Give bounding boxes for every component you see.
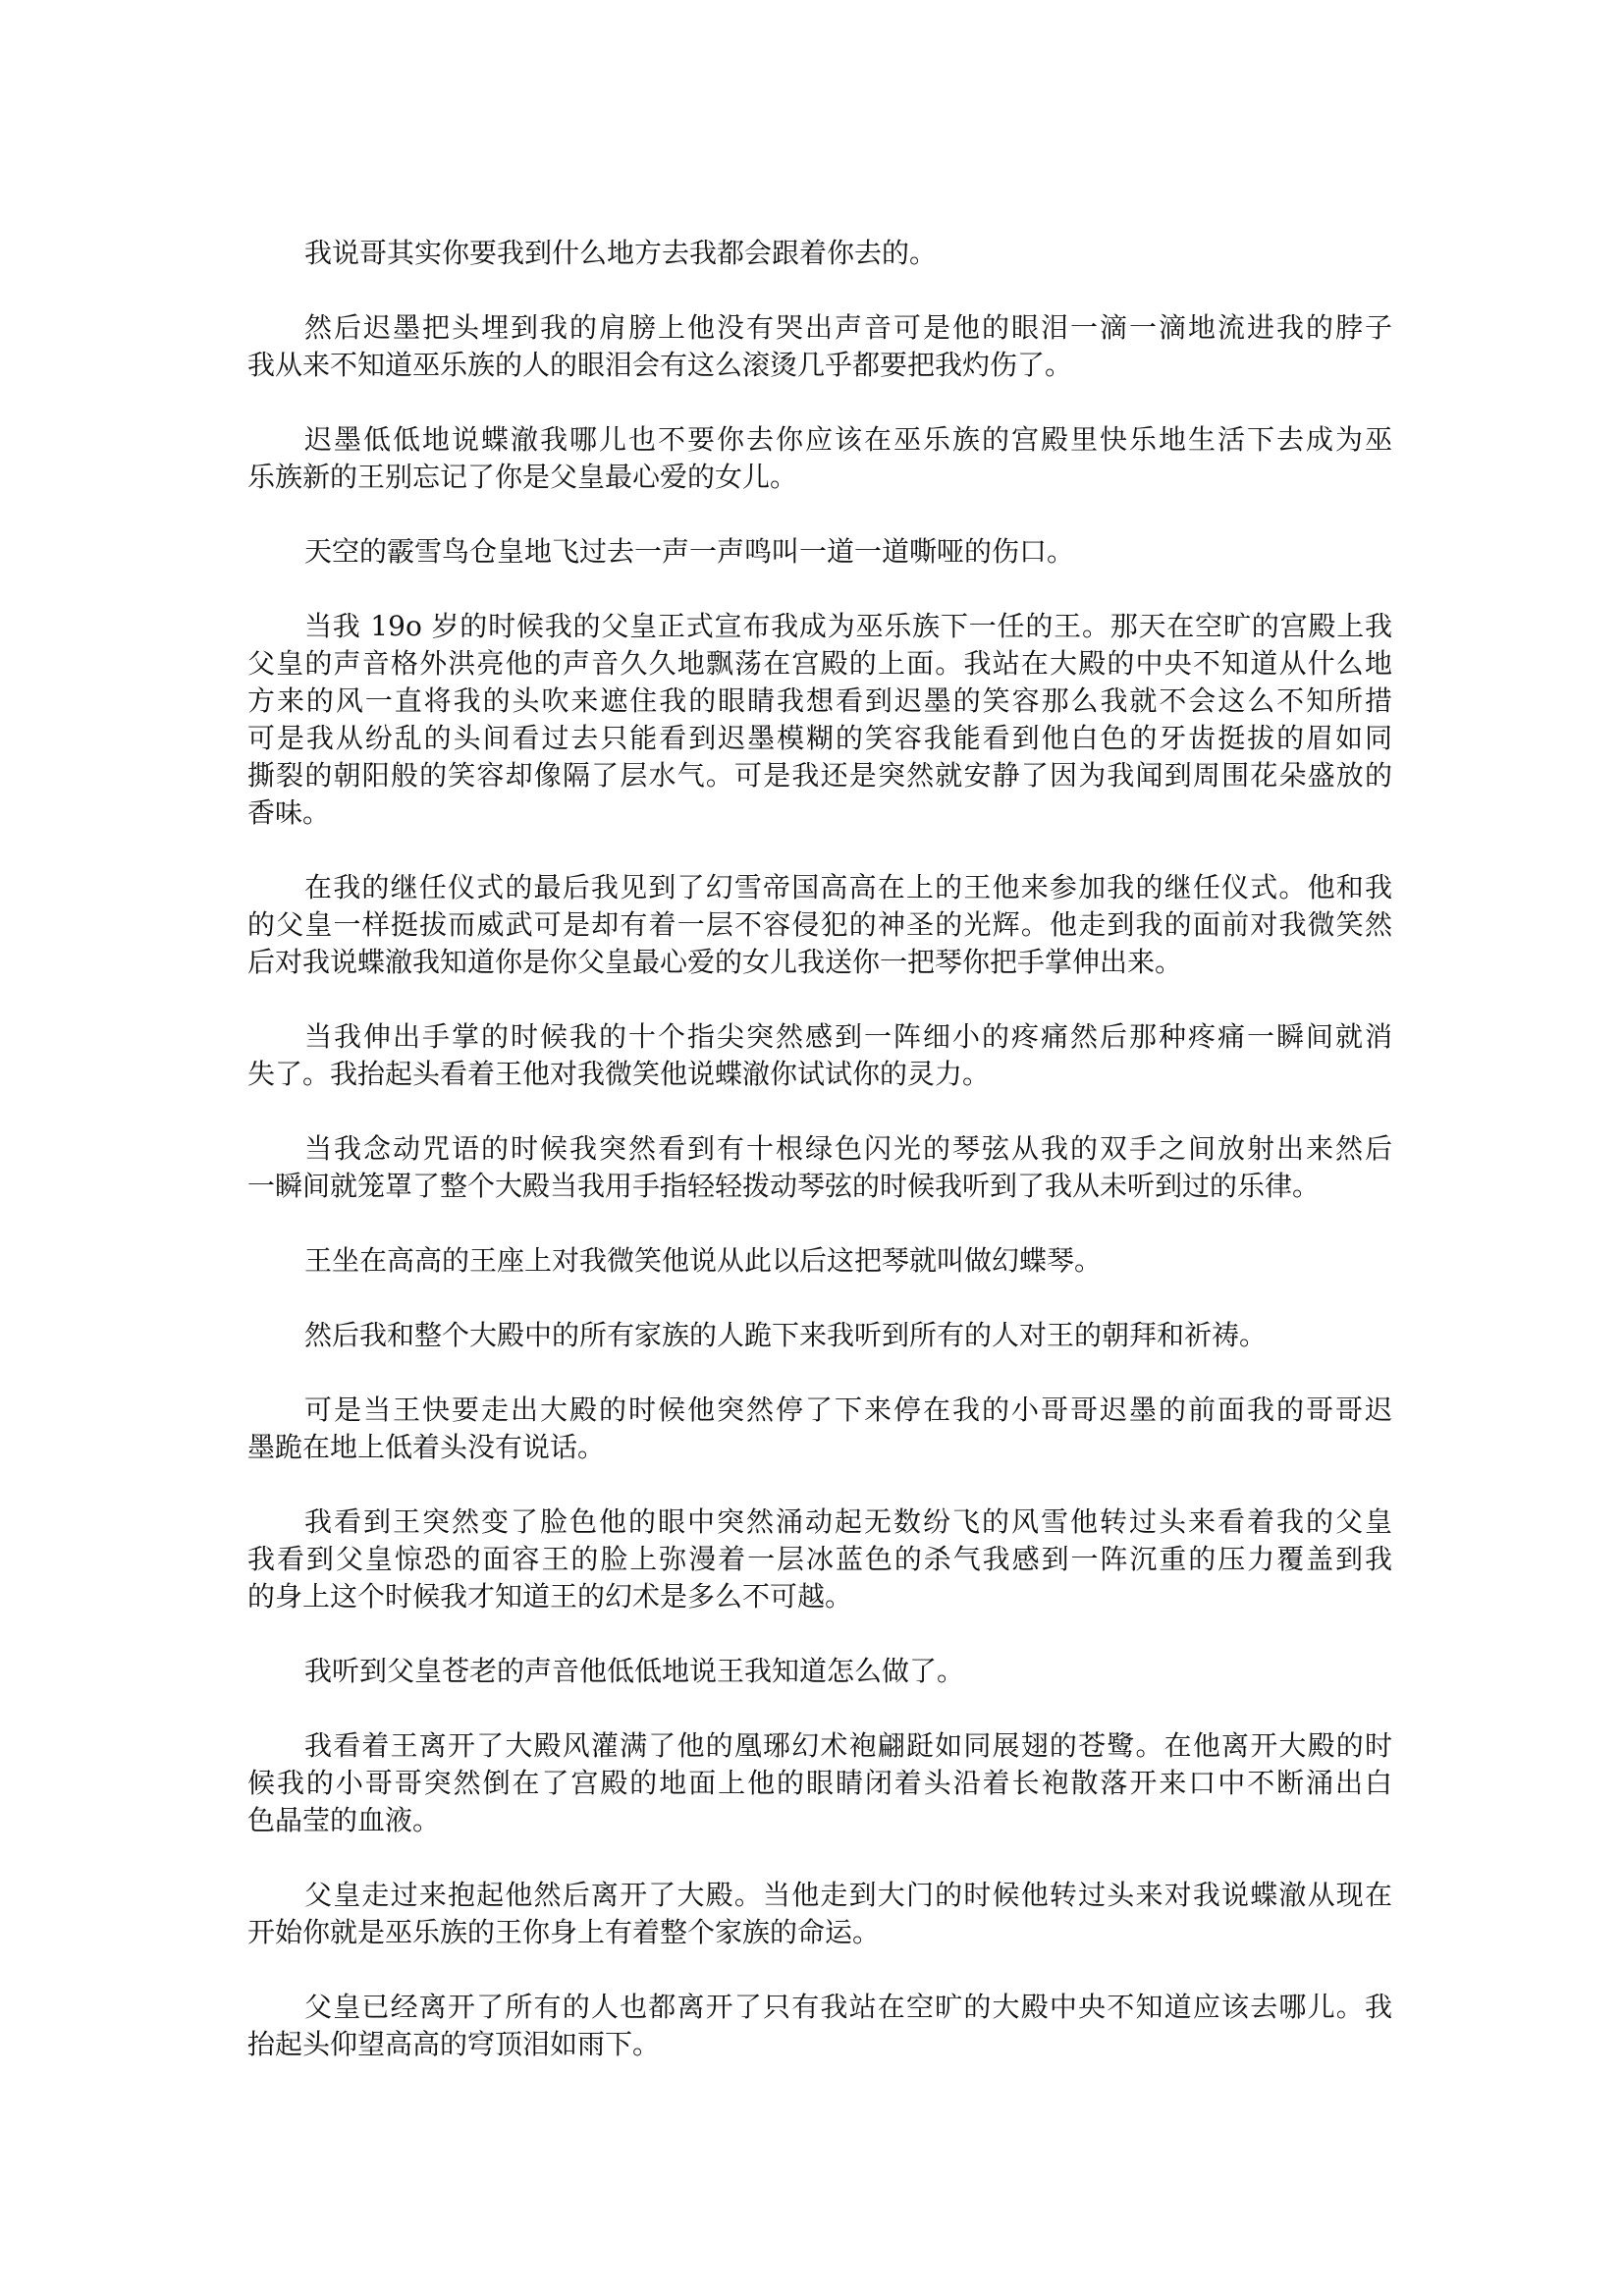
text-line: 一瞬间就笼罩了整个大殿当我用手指轻轻拨动琴弦的时候我听到了我从未听到过的乐律。 <box>247 1170 1321 1202</box>
text-line: 我从来不知道巫乐族的人的眼泪会有这么滚烫几乎都要把我灼伤了。 <box>247 349 1073 381</box>
text-line: 可是我从纷乱的头间看过去只能看到迟墨模糊的笑容我能看到他白色的牙齿挺拔的眉如同 <box>247 722 1392 754</box>
text-line: 香味。 <box>247 796 331 829</box>
text-line: 撕裂的朝阳般的笑容却像隔了层水气。可是我还是突然就安静了因为我闻到周围花朵盛放的 <box>247 759 1392 792</box>
paragraph <box>247 608 1392 832</box>
paragraph <box>247 1018 1392 1093</box>
text-line: 然后我和整个大殿中的所有家族的人跪下来我听到所有的人对王的朝拜和祈祷。 <box>304 1319 1268 1351</box>
text-line: 失了。我抬起头看着王他对我微笑他说蝶澈你试试你的灵力。 <box>247 1058 991 1090</box>
text-line: 候我的小哥哥突然倒在了宫殿的地面上他的眼睛闭着头沿着长袍散落开来口中不断涌出白 <box>247 1767 1392 1799</box>
text-line: 方来的风一直将我的头吹来遮住我的眼睛我想看到迟墨的笑容那么我就不会这么不知所措 <box>247 684 1392 717</box>
paragraph <box>247 1989 1392 2063</box>
paragraph <box>247 533 1392 571</box>
text-line: 的父皇一样挺拔而威武可是却有着一层不容侵犯的神圣的光辉。他走到我的面前对我微笑然 <box>247 908 1392 941</box>
text-line: 色晶莹的血液。 <box>247 1804 441 1836</box>
paragraph <box>247 1503 1392 1615</box>
text-line: 王坐在高高的王座上对我微笑他说从此以后这把琴就叫做幻蝶琴。 <box>304 1244 1103 1277</box>
paragraph <box>247 1653 1392 1690</box>
text-line: 然后迟墨把头埋到我的肩膀上他没有哭出声音可是他的眼泪一滴一滴地流进我的脖子 <box>304 311 1392 344</box>
text-line: 的身上这个时候我才知道王的幻术是多么不可越。 <box>247 1580 853 1613</box>
text-line: 当我 19o 岁的时候我的父皇正式宣布我成为巫乐族下一任的王。那天在空旷的宫殿上我 <box>304 610 1392 642</box>
paragraph <box>247 1392 1392 1466</box>
text-line: 我说哥其实你要我到什么地方去我都会跟着你去的。 <box>304 237 938 269</box>
paragraph <box>247 1130 1392 1205</box>
paragraph <box>247 1877 1392 1951</box>
text-line: 可是当王快要走出大殿的时候他突然停了下来停在我的小哥哥迟墨的前面我的哥哥迟 <box>304 1394 1392 1426</box>
paragraph <box>247 1317 1392 1354</box>
text-line: 墨跪在地上低着头没有说话。 <box>247 1431 606 1463</box>
paragraph <box>247 1242 1392 1280</box>
text-line: 当我念动咒语的时候我突然看到有十根绿色闪光的琴弦从我的双手之间放射出来然后 <box>304 1132 1392 1165</box>
paragraph <box>247 235 1392 272</box>
paragraph <box>247 421 1392 496</box>
text-line: 后对我说蝶澈我知道你是你父皇最心爱的女儿我送你一把琴你把手掌伸出来。 <box>247 946 1183 978</box>
text-line: 我看到王突然变了脸色他的眼中突然涌动起无数纷飞的风雪他转过头来看着我的父皇 <box>304 1505 1392 1538</box>
text-line: 我听到父皇苍老的声音他低低地说王我知道怎么做了。 <box>304 1655 965 1687</box>
text-line: 天空的霰雪鸟仓皇地飞过去一声一声鸣叫一道一道嘶哑的伤口。 <box>304 535 1075 568</box>
text-line: 开始你就是巫乐族的王你身上有着整个家族的命运。 <box>247 1916 881 1948</box>
text-line: 我看着王离开了大殿风灌满了他的凰琊幻术袍翩跹如同展翅的苍鹭。在他离开大殿的时 <box>304 1729 1392 1762</box>
text-line: 当我伸出手掌的时候我的十个指尖突然感到一阵细小的疼痛然后那种疼痛一瞬间就消 <box>304 1020 1392 1053</box>
document-body <box>247 235 1392 2101</box>
text-line: 父皇的声音格外洪亮他的声音久久地飘荡在宫殿的上面。我站在大殿的中央不知道从什么地 <box>247 647 1392 680</box>
text-line: 在我的继任仪式的最后我见到了幻雪帝国高高在上的王他来参加我的继任仪式。他和我 <box>304 871 1392 903</box>
paragraph <box>247 1727 1392 1839</box>
text-line: 我看到父皇惊恐的面容王的脸上弥漫着一层冰蓝色的杀气我感到一阵沉重的压力覆盖到我 <box>247 1543 1392 1575</box>
text-line: 父皇已经离开了所有的人也都离开了只有我站在空旷的大殿中央不知道应该去哪儿。我 <box>304 1991 1392 2023</box>
text-line: 乐族新的王别忘记了你是父皇最心爱的女儿。 <box>247 461 798 493</box>
text-line: 父皇走过来抱起他然后离开了大殿。当他走到大门的时候他转过头来对我说蝶澈从现在 <box>304 1879 1392 1911</box>
text-line: 抬起头仰望高高的穹顶泪如雨下。 <box>247 2028 661 2060</box>
text-line: 迟墨低低地说蝶澈我哪儿也不要你去你应该在巫乐族的宫殿里快乐地生活下去成为巫 <box>304 423 1392 456</box>
paragraph <box>247 309 1392 384</box>
paragraph <box>247 869 1392 981</box>
